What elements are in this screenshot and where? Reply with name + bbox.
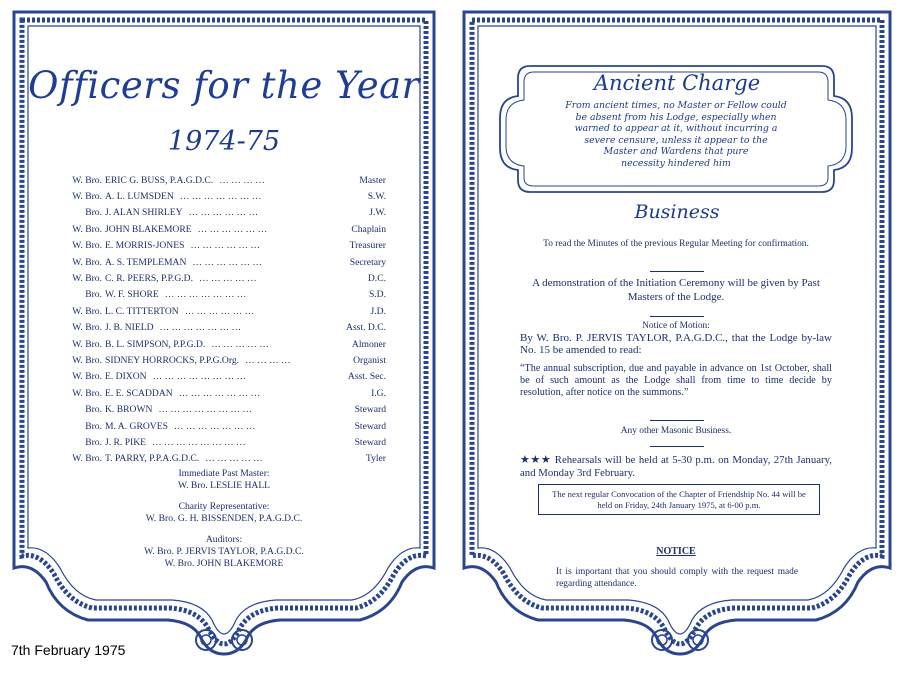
ancient-charge-line: warned to appear at it, without incurring a <box>574 123 778 134</box>
officer-name: B. L. SIMPSON, P.P.G.D. <box>105 338 206 350</box>
officer-row <box>64 352 386 368</box>
officer-prefix: W. Bro. <box>72 338 102 350</box>
officer-name: E. E. SCADDAN <box>105 387 173 399</box>
subscription-text: “The annual subscription, due and payable in advance on 1st October, shall be of such amount as the Lodge shall from time to time decide by resolution, after notice on the summons.” <box>520 363 832 398</box>
officer-row <box>64 434 386 450</box>
officer-office: Almoner <box>351 338 386 350</box>
dot-leader: … … … … … … … <box>173 420 256 432</box>
officer-name-cell <box>105 306 320 317</box>
officer-row <box>64 287 386 303</box>
officer-office: I.G. <box>371 387 386 399</box>
year-heading: 1974-75 <box>167 126 281 157</box>
officer-office: S.D. <box>368 289 386 301</box>
officer-name: ERIC G. BUSS, P.A.G.D.C. <box>105 174 214 186</box>
officer-prefix: W. Bro. <box>72 174 102 186</box>
officer-office: Chaplain <box>351 223 386 235</box>
officer-office: Treasurer <box>349 240 386 252</box>
charity-label: Charity Representative: <box>178 501 270 512</box>
motion-text: By W. Bro. P. JERVIS TAYLOR, P.A.G.D.C., that the Lodge by-law No. 15 be amended to read: <box>520 332 832 356</box>
officer-row <box>64 188 386 204</box>
officer-row <box>64 254 386 270</box>
officer-row <box>64 418 386 434</box>
convocation-notice: The next regular Convocation of the Chapter of Friendship No. 44 will be held on Friday, 24th January 1975, at 6-00 p.m. <box>538 484 820 515</box>
officer-office: Asst. D.C. <box>346 322 386 334</box>
ancient-charge-line: Master and Wardens that pure <box>603 146 749 157</box>
officer-row <box>64 385 386 401</box>
officer-name-cell <box>105 240 320 251</box>
dot-leader: … … … … … … <box>188 207 259 219</box>
officer-prefix: Bro. <box>85 436 102 448</box>
divider <box>650 271 704 272</box>
officer-name-cell <box>105 191 320 202</box>
officer-name: A. S. TEMPLEMAN <box>105 256 187 268</box>
officer-name-cell <box>105 453 320 464</box>
ancient-charge-text <box>526 100 826 169</box>
officer-name-cell <box>105 388 320 399</box>
officer-row <box>64 451 386 467</box>
officer-office: D.C. <box>367 273 386 285</box>
officers-list <box>64 172 386 467</box>
officer-name-cell <box>105 404 320 415</box>
officer-name-cell <box>105 437 320 448</box>
ancient-charge-line: severe censure, unless it appear to the <box>584 134 768 146</box>
officer-name-cell <box>105 421 320 432</box>
officer-name-cell <box>105 289 320 300</box>
officer-name: W. F. SHORE <box>105 289 159 301</box>
notice-text: It is important that you should comply with the request made regarding attendance. <box>556 567 798 590</box>
officer-name: L. C. TITTERTON <box>105 305 179 317</box>
auditors <box>10 534 438 570</box>
officer-prefix: Bro. <box>85 207 102 219</box>
officer-prefix: Bro. <box>85 404 102 416</box>
ipm-name: W. Bro. LESLIE HALL <box>177 480 271 491</box>
dot-leader: … … … … … <box>198 273 257 285</box>
auditor-name: W. Bro. P. JERVIS TAYLOR, P.A.G.D.C. <box>144 546 304 557</box>
officer-prefix: W. Bro. <box>72 354 102 366</box>
officer-office: Organist <box>353 354 386 366</box>
officer-row <box>64 238 386 254</box>
officer-row <box>64 172 386 188</box>
officer-office: Tyler <box>365 453 386 465</box>
officer-prefix: Bro. <box>85 420 102 432</box>
dot-leader: … … … … … … … … <box>158 404 252 416</box>
officers-page <box>10 8 438 684</box>
dot-leader: … … … … … <box>205 453 263 465</box>
auditor-name: W. Bro. JOHN BLAKEMORE <box>164 558 284 569</box>
officer-row <box>64 401 386 417</box>
officer-name: M. A. GROVES <box>105 420 168 432</box>
other-business-item: Any other Masonic Business. <box>620 426 732 436</box>
business-title: Business <box>634 201 720 223</box>
officer-row <box>64 320 386 336</box>
dot-leader: … … … … … … … <box>178 387 261 399</box>
officer-name-cell <box>105 175 320 186</box>
dot-leader: … … … … … … <box>197 223 268 235</box>
dot-leader: … … … … … … <box>192 256 262 268</box>
officer-office: J.W. <box>369 207 386 219</box>
officer-prefix: W. Bro. <box>72 273 102 285</box>
ancient-charge-line: From ancient times, no Master or Fellow could <box>565 100 787 111</box>
dot-leader: … … … … … <box>211 338 269 350</box>
officer-row <box>64 303 386 319</box>
ancient-charge-title: Ancient Charge <box>593 71 761 95</box>
divider <box>650 420 704 421</box>
officer-name-cell <box>105 339 320 350</box>
dot-leader: … … … … <box>219 174 265 186</box>
officer-name: J. R. PIKE <box>105 436 147 448</box>
officer-prefix: W. Bro. <box>72 256 102 268</box>
officer-prefix: W. Bro. <box>72 223 102 235</box>
dot-leader: … … … … … … <box>190 240 260 252</box>
officer-name: T. PARRY, P.P.A.G.D.C. <box>105 453 200 465</box>
dot-leader: … … … … … … … … <box>152 436 246 448</box>
officer-office: Master <box>359 174 386 186</box>
divider <box>650 316 704 317</box>
officer-name: JOHN BLAKEMORE <box>105 223 192 235</box>
ancient-charge-line: necessity hindered him <box>621 157 731 169</box>
officer-name: SIDNEY HORROCKS, P.P.G.Org. <box>105 354 240 366</box>
officer-prefix: W. Bro. <box>72 191 102 203</box>
officer-name-cell <box>105 224 320 235</box>
officer-name: C. R. PEERS, P.P.G.D. <box>105 273 193 285</box>
charity-name: W. Bro. G. H. BISSENDEN, P.A.G.D.C. <box>145 513 303 524</box>
officer-row <box>64 336 386 352</box>
notice-heading: NOTICE <box>656 546 696 557</box>
immediate-past-master <box>10 468 438 492</box>
officer-name: E. DIXON <box>105 371 147 383</box>
ancient-charge-line: be absent from his Lodge, especially when <box>575 111 777 123</box>
date-caption: 7th February 1975 <box>11 642 126 658</box>
officer-prefix: W. Bro. <box>72 453 102 465</box>
officer-prefix: Bro. <box>85 289 102 301</box>
officer-prefix: W. Bro. <box>72 371 102 383</box>
stars-icon: ★★★ <box>520 454 552 466</box>
divider <box>650 446 704 447</box>
officer-prefix: W. Bro. <box>72 387 102 399</box>
officer-row <box>64 270 386 286</box>
dot-leader: … … … … … … … … <box>152 371 247 383</box>
auditors-label: Auditors: <box>205 534 243 545</box>
officer-prefix: W. Bro. <box>72 305 102 317</box>
officer-name: E. MORRIS-JONES <box>105 240 185 252</box>
officer-office: Steward <box>354 436 386 448</box>
rehearsals-item <box>520 454 832 480</box>
officer-name-cell <box>105 322 320 333</box>
demonstration-item: A demonstration of the Initiation Ceremony will be given by Past Masters of the Lodge. <box>532 277 820 303</box>
dot-leader: … … … … … … … <box>159 322 242 334</box>
officer-office: Steward <box>354 420 386 432</box>
dot-leader: … … … … <box>245 354 291 366</box>
officer-name: A. L. LUMSDEN <box>105 191 174 203</box>
officer-office: Steward <box>354 404 386 416</box>
ipm-label: Immediate Past Master: <box>178 468 270 479</box>
officer-prefix: W. Bro. <box>72 322 102 334</box>
officer-row <box>64 205 386 221</box>
dot-leader: … … … … … … <box>184 305 255 317</box>
dot-leader: … … … … … … … <box>179 191 262 203</box>
officer-name: J. B. NIELD <box>105 322 154 334</box>
officer-name-cell <box>105 371 320 382</box>
officer-name-cell <box>105 207 320 218</box>
officer-name: J. ALAN SHIRLEY <box>105 207 183 219</box>
officer-name-cell <box>105 257 320 268</box>
officer-row <box>64 221 386 237</box>
officer-office: S.W. <box>367 191 386 203</box>
officer-name-cell <box>105 273 320 284</box>
officer-name: K. BROWN <box>105 404 153 416</box>
minutes-item: To read the Minutes of the previous Regular Meeting for confirmation. <box>543 239 809 249</box>
rehearsals-text: Rehearsals will be held at 5-30 p.m. on Monday, 27th January, and Monday 3rd February. <box>520 454 833 479</box>
business-page <box>460 8 894 684</box>
charity-representative <box>10 501 438 525</box>
officer-row <box>64 369 386 385</box>
officer-office: Secretary <box>349 256 386 268</box>
dot-leader: … … … … … … … <box>164 289 247 301</box>
notice-of-motion-label: Notice of Motion: <box>642 321 710 331</box>
officer-office: J.D. <box>370 305 386 317</box>
page-title: Officers for the Year <box>28 64 420 107</box>
officer-prefix: W. Bro. <box>72 240 102 252</box>
officer-name-cell <box>105 355 320 366</box>
officer-office: Asst. Sec. <box>347 371 386 383</box>
